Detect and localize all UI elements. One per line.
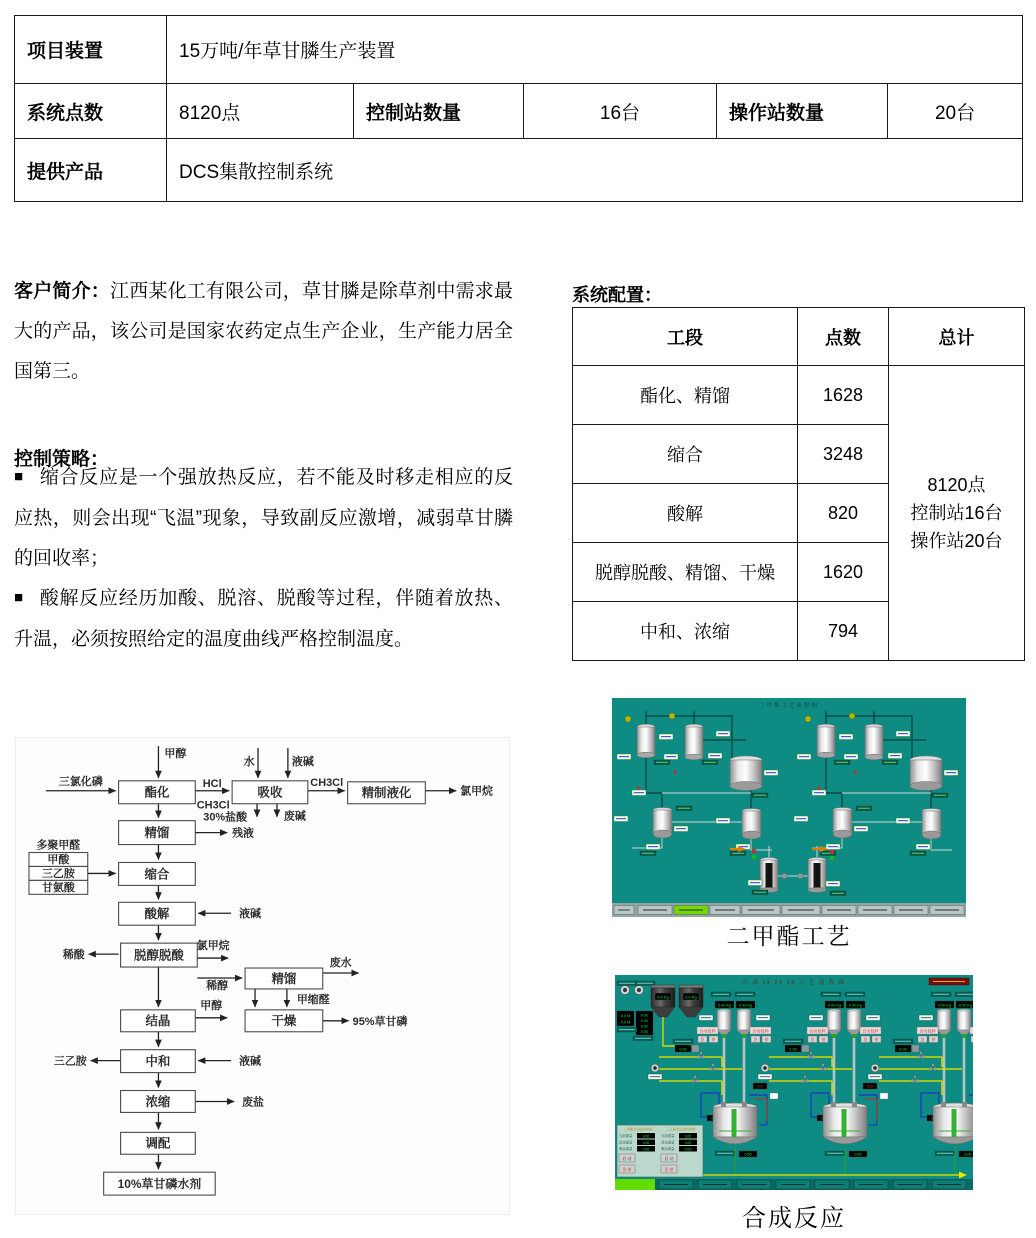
total-operator-stations: 操作站20台 — [910, 531, 1003, 551]
stream-residue: 残液 — [232, 827, 255, 840]
system-points-value: 8120点 — [167, 84, 354, 139]
svg-text:当前重量: 当前重量 — [619, 1134, 633, 1138]
stream-30pct-hcl: 30%盐酸 — [203, 811, 248, 824]
control-station-value: 16台 — [524, 84, 717, 139]
section-cell: 中和、浓缩 — [573, 602, 798, 661]
customer-intro-text: 江西某化工有限公司，草甘膦是除草剂中需求最大的产品，该公司是国家农药定点生产企业，生产能力居全国第三。 — [14, 281, 513, 382]
points-cell: 794 — [798, 602, 889, 661]
control-strategy-bullets — [14, 458, 513, 660]
stream-dilute-acid: 稀酸 — [62, 949, 85, 962]
system-config-table — [572, 307, 1025, 661]
operator-station-value: 20台 — [888, 84, 1023, 139]
dcs-screen-1-svg — [612, 698, 966, 917]
hmi-title: 二甲酯工艺流程图 — [758, 703, 820, 709]
svg-text:0.00: 0.00 — [642, 1147, 650, 1152]
svg-text:0.00: 0.00 — [684, 1134, 692, 1139]
operator-station-label: 操作站数量 — [717, 84, 888, 139]
node-dealcohol-deacid: 脱醇脱酸 — [134, 948, 184, 963]
menu-button-active — [615, 1179, 655, 1190]
svg-text:0.00: 0.00 — [642, 1134, 650, 1139]
stream-caustic-1: 液碱 — [291, 755, 314, 768]
customer-intro — [14, 272, 513, 392]
points-cell: 3248 — [798, 425, 889, 484]
hopper-weight-display: 0.0 Kg — [657, 994, 669, 1000]
project-device-label: 项目装置 — [15, 16, 167, 84]
status-lamp — [752, 855, 757, 860]
points-cell: 1628 — [798, 366, 889, 425]
strategy-bullet-1 — [14, 458, 513, 579]
total-control-stations: 控制站16台 — [910, 503, 1003, 523]
node-acidolysis: 酸解 — [144, 907, 170, 922]
stream-caustic-2: 液碱 — [239, 908, 261, 921]
status-lamp — [830, 856, 835, 861]
svg-text:0.00: 0.00 — [640, 1030, 649, 1034]
svg-text:0.00: 0.00 — [684, 1147, 692, 1152]
strategy-bullet-1-text: 缩合反应是一个强放热反应，若不能及时移走相应的反应热，则会出现“飞温”现象，导致副反应激增，减弱草甘膦的回收率； — [14, 467, 513, 569]
flowchart-svg — [16, 738, 509, 1214]
bullet-square-icon: ■ — [14, 468, 24, 485]
stream-dilute-alcohol: 稀醇 — [206, 979, 229, 992]
svg-text:启 动: 启 动 — [664, 1155, 674, 1161]
stream-hcl: HCl — [202, 777, 222, 790]
svg-text:设定重量: 设定重量 — [661, 1140, 675, 1145]
status-lamp — [830, 850, 835, 855]
col-header-points: 点数 — [798, 308, 889, 366]
node-blending: 调配 — [145, 1136, 171, 1151]
stream-methanol: 甲醇 — [164, 747, 187, 760]
panel-title-left: 二甲酯自动投料控制 — [623, 1127, 653, 1132]
svg-text:当前重量: 当前重量 — [661, 1134, 675, 1138]
stream-waste-salt: 废盐 — [242, 1096, 264, 1109]
product-value: DCS集散控制系统 — [167, 139, 1023, 202]
stream-waste-water: 废水 — [329, 957, 352, 970]
strategy-bullet-2-text: 酸解反应经历加酸、脱溶、脱酸等过程，伴随着放热、升温，必须按照给定的温度曲线严格控制温度。 — [14, 588, 513, 650]
svg-text:0.00: 0.00 — [642, 1140, 650, 1145]
control-strategy-title: 控制策略： — [14, 449, 110, 470]
filter-column — [760, 858, 778, 893]
product-label: 提供产品 — [15, 139, 167, 202]
stream-methylal: 甲缩醛 — [296, 993, 330, 1006]
project-device-value: 15万吨/年草甘膦生产装置 — [167, 16, 1023, 84]
stream-ch3cl-b: CH3Cl — [310, 776, 344, 789]
screen-1-caption: 二甲酯工艺 — [726, 923, 852, 949]
screen-2-caption: 合成反应 — [742, 1205, 846, 1232]
section-cell: 缩合 — [573, 425, 798, 484]
svg-text:急 停: 急 停 — [664, 1166, 674, 1172]
svg-text:0.00: 0.00 — [640, 1024, 649, 1029]
svg-text:0.00: 0.00 — [640, 1019, 649, 1023]
section-cell: 酯化、精馏 — [573, 366, 798, 425]
stream-chloromethane-out: 氯甲烷 — [460, 785, 493, 798]
control-station-label: 控制站数量 — [354, 84, 524, 139]
input-triethylamine: 三乙胺 — [41, 868, 75, 881]
node-drying: 干燥 — [271, 1014, 297, 1029]
hmi-title: 合 成 14 24 34 工 艺 流 程 图 — [742, 980, 846, 986]
svg-text:启 动: 启 动 — [622, 1155, 632, 1161]
system-points-label: 系统点数 — [15, 84, 167, 139]
node-concentration: 浓缩 — [145, 1094, 171, 1109]
total-points: 8120点 — [927, 475, 986, 495]
node-product-10pct: 10%草甘磷水剂 — [117, 1176, 202, 1191]
node-refining-liquefaction: 精制液化 — [361, 786, 412, 801]
svg-text:剩余重量: 剩余重量 — [661, 1147, 675, 1151]
svg-text:急 停: 急 停 — [622, 1166, 632, 1172]
node-absorption: 吸收 — [257, 785, 283, 800]
project-info-table — [14, 15, 1023, 202]
node-condensation: 缩合 — [144, 867, 170, 882]
node-neutralization: 中和 — [145, 1054, 171, 1069]
hmi-menu-bar — [615, 1179, 973, 1190]
status-lamp — [752, 849, 757, 854]
stream-triethylamine-out: 三乙胺 — [53, 1055, 87, 1068]
node-esterification: 酯化 — [144, 785, 170, 800]
stream-waste-caustic: 废碱 — [283, 810, 306, 823]
input-glycine: 甘氨酸 — [41, 881, 75, 894]
col-header-total: 总计 — [889, 308, 1025, 366]
stream-chloromethane-2: 氯甲烷 — [196, 940, 230, 953]
level-display: 0.0 M — [620, 1014, 631, 1018]
flowchart-input-stack — [29, 838, 88, 895]
svg-text:剩余重量: 剩余重量 — [619, 1147, 633, 1151]
svg-text:0.00: 0.00 — [640, 1013, 649, 1018]
feed-control-panel — [617, 1125, 703, 1177]
section-cell: 脱醇脱酸、精馏、干燥 — [573, 543, 798, 602]
input-formic-acid: 甲酸 — [47, 854, 70, 867]
bullet-square-icon: ■ — [14, 589, 24, 606]
level-display: 0.0 M — [620, 1020, 631, 1025]
stream-water: 水 — [243, 755, 255, 768]
filter-column — [808, 858, 826, 893]
stream-ch3cl-a: CH3Cl — [196, 799, 230, 812]
col-header-section: 工段 — [573, 308, 798, 366]
stream-pcl3: 三氯化磷 — [58, 775, 103, 788]
customer-intro-label: 客户简介： — [14, 281, 110, 302]
dcs-screenshot-dimethyl-ester — [612, 698, 966, 917]
strategy-bullet-2 — [14, 579, 513, 660]
node-distillation-1: 精馏 — [144, 825, 170, 840]
dcs-screen-2-svg — [615, 975, 973, 1190]
svg-text:设定重量: 设定重量 — [619, 1140, 633, 1145]
node-crystallization: 结晶 — [145, 1014, 171, 1029]
node-distillation-2: 精馏 — [271, 971, 297, 986]
input-paraformaldehyde: 多聚甲醛 — [36, 839, 81, 852]
process-flow-diagram — [15, 737, 510, 1215]
stream-glyphosate-95: 95%草甘磷 — [352, 1015, 408, 1028]
total-cell — [889, 366, 1025, 661]
stream-methanol-2: 甲醇 — [200, 999, 223, 1012]
hmi-menu-bar — [612, 903, 966, 917]
system-config-title: 系统配置： — [572, 285, 662, 305]
stream-caustic-3: 液碱 — [239, 1055, 261, 1068]
flowchart-boxes — [104, 781, 426, 1195]
points-cell: 820 — [798, 484, 889, 543]
points-cell: 1620 — [798, 543, 889, 602]
panel-title-right: 三乙胺自动投料控制 — [666, 1127, 696, 1132]
section-cell: 酸解 — [573, 484, 798, 543]
svg-text:0.00: 0.00 — [684, 1140, 692, 1145]
hopper-weight-display: 0.0 Kg — [685, 994, 697, 1000]
dcs-screenshot-synthesis — [615, 975, 973, 1190]
